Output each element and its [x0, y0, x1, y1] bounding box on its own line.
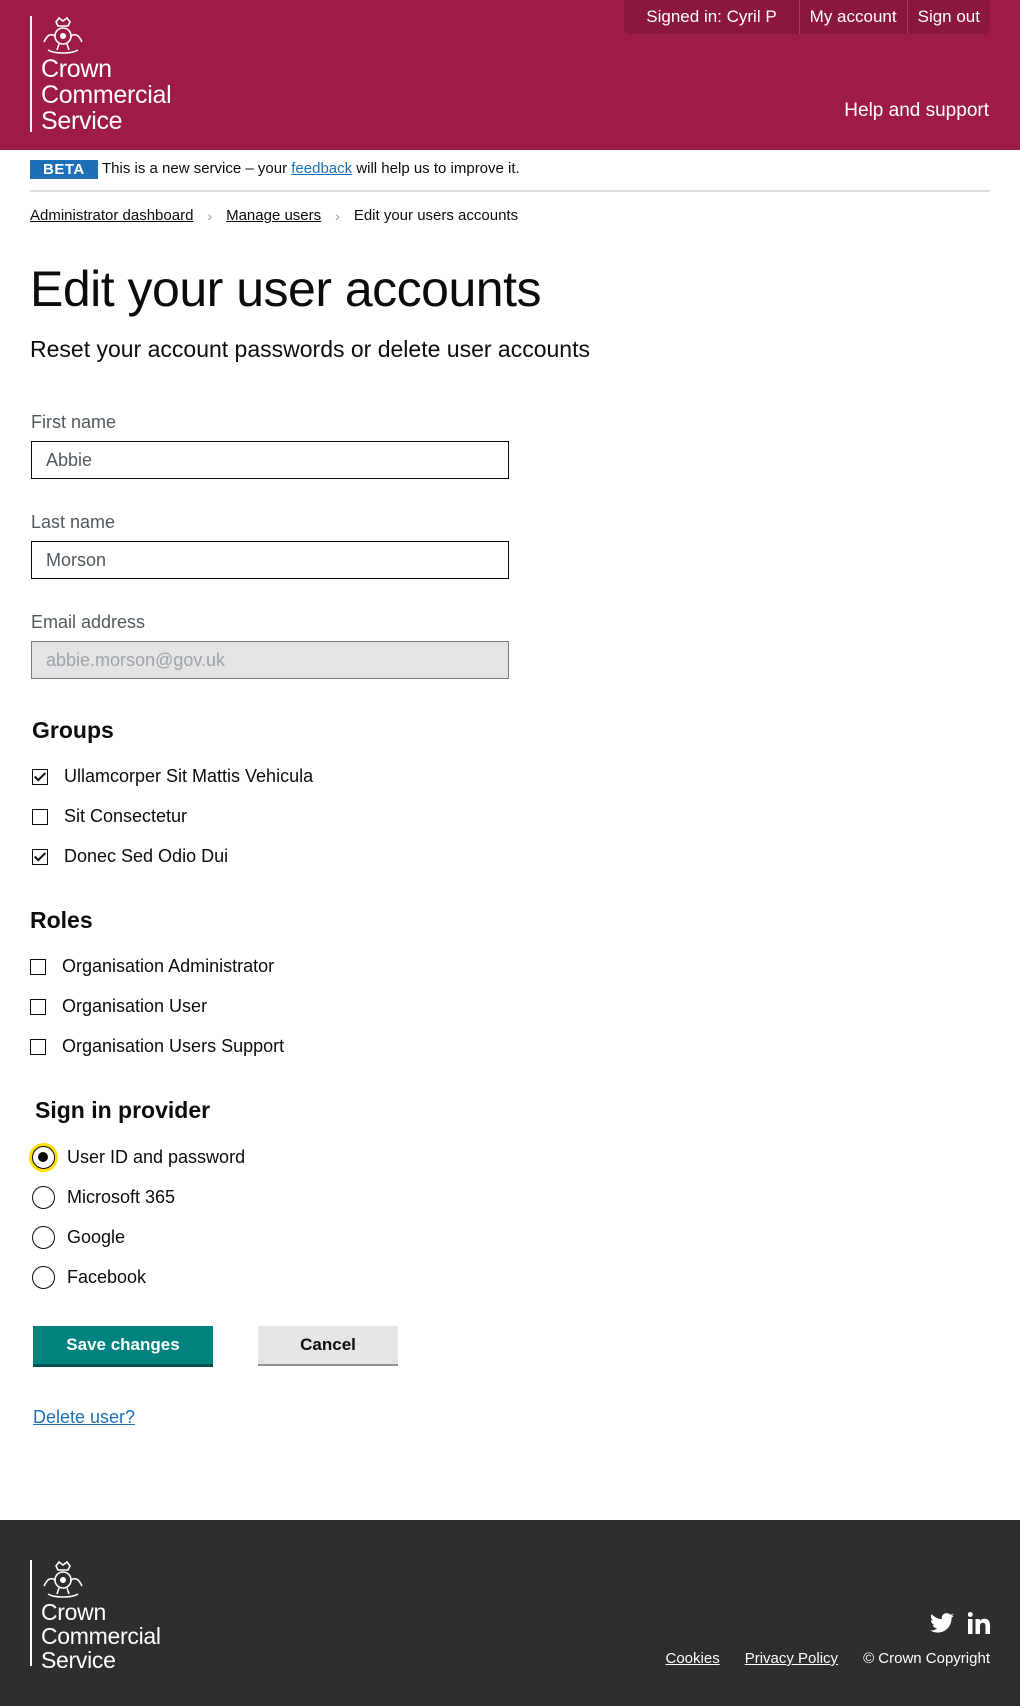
email-label: Email address: [31, 612, 146, 632]
checkbox-unchecked[interactable]: [30, 999, 46, 1015]
first-name-label: First name: [31, 412, 117, 432]
linkedin-icon[interactable]: [968, 1612, 990, 1634]
chevron-right-icon: ›: [335, 207, 340, 224]
role-label: Organisation Administrator: [62, 956, 275, 976]
sign-out-link[interactable]: Sign out: [917, 7, 980, 26]
logo-bar: [30, 1560, 32, 1666]
sign-in-provider-heading: Sign in provider: [35, 1097, 211, 1123]
help-and-support-link[interactable]: Help and support: [844, 100, 989, 121]
cancel-button[interactable]: Cancel: [258, 1326, 398, 1364]
checkbox-unchecked[interactable]: [32, 809, 48, 825]
role-label: Organisation User: [62, 996, 208, 1016]
checkbox-unchecked[interactable]: [30, 959, 46, 975]
role-checkbox-item[interactable]: [30, 956, 274, 977]
groups-heading: Groups: [32, 717, 114, 743]
feedback-link[interactable]: feedback: [291, 160, 353, 177]
group-label: Donec Sed Odio Dui: [64, 846, 229, 866]
radio-unselected[interactable]: [32, 1186, 55, 1209]
site-header: [0, 0, 1020, 150]
site-footer: [0, 1520, 1020, 1706]
radio-unselected[interactable]: [32, 1226, 55, 1249]
radio-unselected[interactable]: [32, 1266, 55, 1289]
cookies-link[interactable]: Cookies: [665, 1650, 720, 1667]
footer-links: [666, 1650, 991, 1667]
last-name-input[interactable]: [31, 541, 509, 579]
logo-line: Crown: [41, 55, 112, 83]
group-checkbox-item[interactable]: [32, 766, 313, 787]
checkbox-unchecked[interactable]: [30, 1039, 46, 1055]
my-account-link[interactable]: My account: [800, 0, 908, 34]
radio-selected[interactable]: [32, 1146, 55, 1169]
social-links: [930, 1612, 990, 1634]
chevron-right-icon: ›: [207, 207, 213, 224]
logo-line: Commercial: [41, 1623, 161, 1649]
breadcrumb-admin-dashboard[interactable]: Administrator dashboard: [30, 207, 194, 224]
page-title: Edit your user accounts: [30, 261, 541, 317]
group-label: Ullamcorper Sit Mattis Vehicula: [64, 766, 314, 786]
beta-tag: BETA: [30, 160, 98, 179]
provider-label: Facebook: [67, 1267, 147, 1287]
delete-user-link[interactable]: Delete user?: [33, 1407, 136, 1427]
checkbox-checked[interactable]: [32, 849, 48, 865]
role-label: Organisation Users Support: [62, 1036, 285, 1056]
logo-line: Service: [41, 107, 123, 135]
save-changes-button[interactable]: Save changes: [33, 1326, 213, 1364]
provider-label: Microsoft 365: [67, 1187, 176, 1207]
provider-radio-item[interactable]: [32, 1226, 125, 1249]
logo-wordmark: [41, 1600, 161, 1672]
logo-line: Crown: [41, 1599, 106, 1625]
first-name-input[interactable]: [31, 441, 509, 479]
last-name-label: Last name: [31, 512, 116, 532]
provider-label: User ID and password: [67, 1147, 246, 1167]
provider-label: Google: [67, 1227, 126, 1247]
logo-wordmark: [41, 56, 171, 134]
provider-radio-item[interactable]: [32, 1186, 175, 1209]
group-checkbox-item[interactable]: [32, 806, 187, 827]
copyright-text: © Crown Copyright: [863, 1650, 990, 1667]
beta-message: [102, 160, 520, 177]
beta-banner: [30, 158, 990, 192]
role-checkbox-item[interactable]: [30, 996, 207, 1017]
beta-text-before: This is a new service – your: [102, 160, 292, 177]
logo-line: Service: [41, 1647, 116, 1673]
provider-radio-item[interactable]: [32, 1266, 146, 1289]
royal-crest-icon: [40, 16, 86, 56]
group-checkbox-item[interactable]: [32, 846, 228, 867]
privacy-policy-link[interactable]: Privacy Policy: [744, 1650, 839, 1667]
ccs-logo[interactable]: [30, 16, 190, 135]
breadcrumb-current: Edit your users accounts: [353, 207, 519, 224]
roles-heading: Roles: [30, 907, 93, 933]
footer-logo[interactable]: [30, 1560, 190, 1675]
checkbox-checked[interactable]: [32, 769, 48, 785]
logo-line: Commercial: [41, 81, 172, 109]
royal-crest-icon: [40, 1560, 86, 1600]
email-input: [31, 641, 509, 679]
provider-radio-item[interactable]: [32, 1146, 245, 1169]
logo-bar: [30, 16, 32, 132]
twitter-icon[interactable]: [930, 1613, 954, 1633]
role-checkbox-item[interactable]: [30, 1036, 284, 1057]
group-label: Sit Consectetur: [64, 806, 188, 826]
breadcrumb: [30, 207, 518, 224]
signed-in-label: Signed in: Cyril P: [624, 0, 799, 34]
breadcrumb-manage-users[interactable]: Manage users: [226, 207, 322, 224]
beta-text-after: will help us to improve it.: [352, 160, 520, 177]
user-nav: [624, 0, 990, 34]
page-lede: Reset your account passwords or delete user accounts: [30, 336, 590, 362]
